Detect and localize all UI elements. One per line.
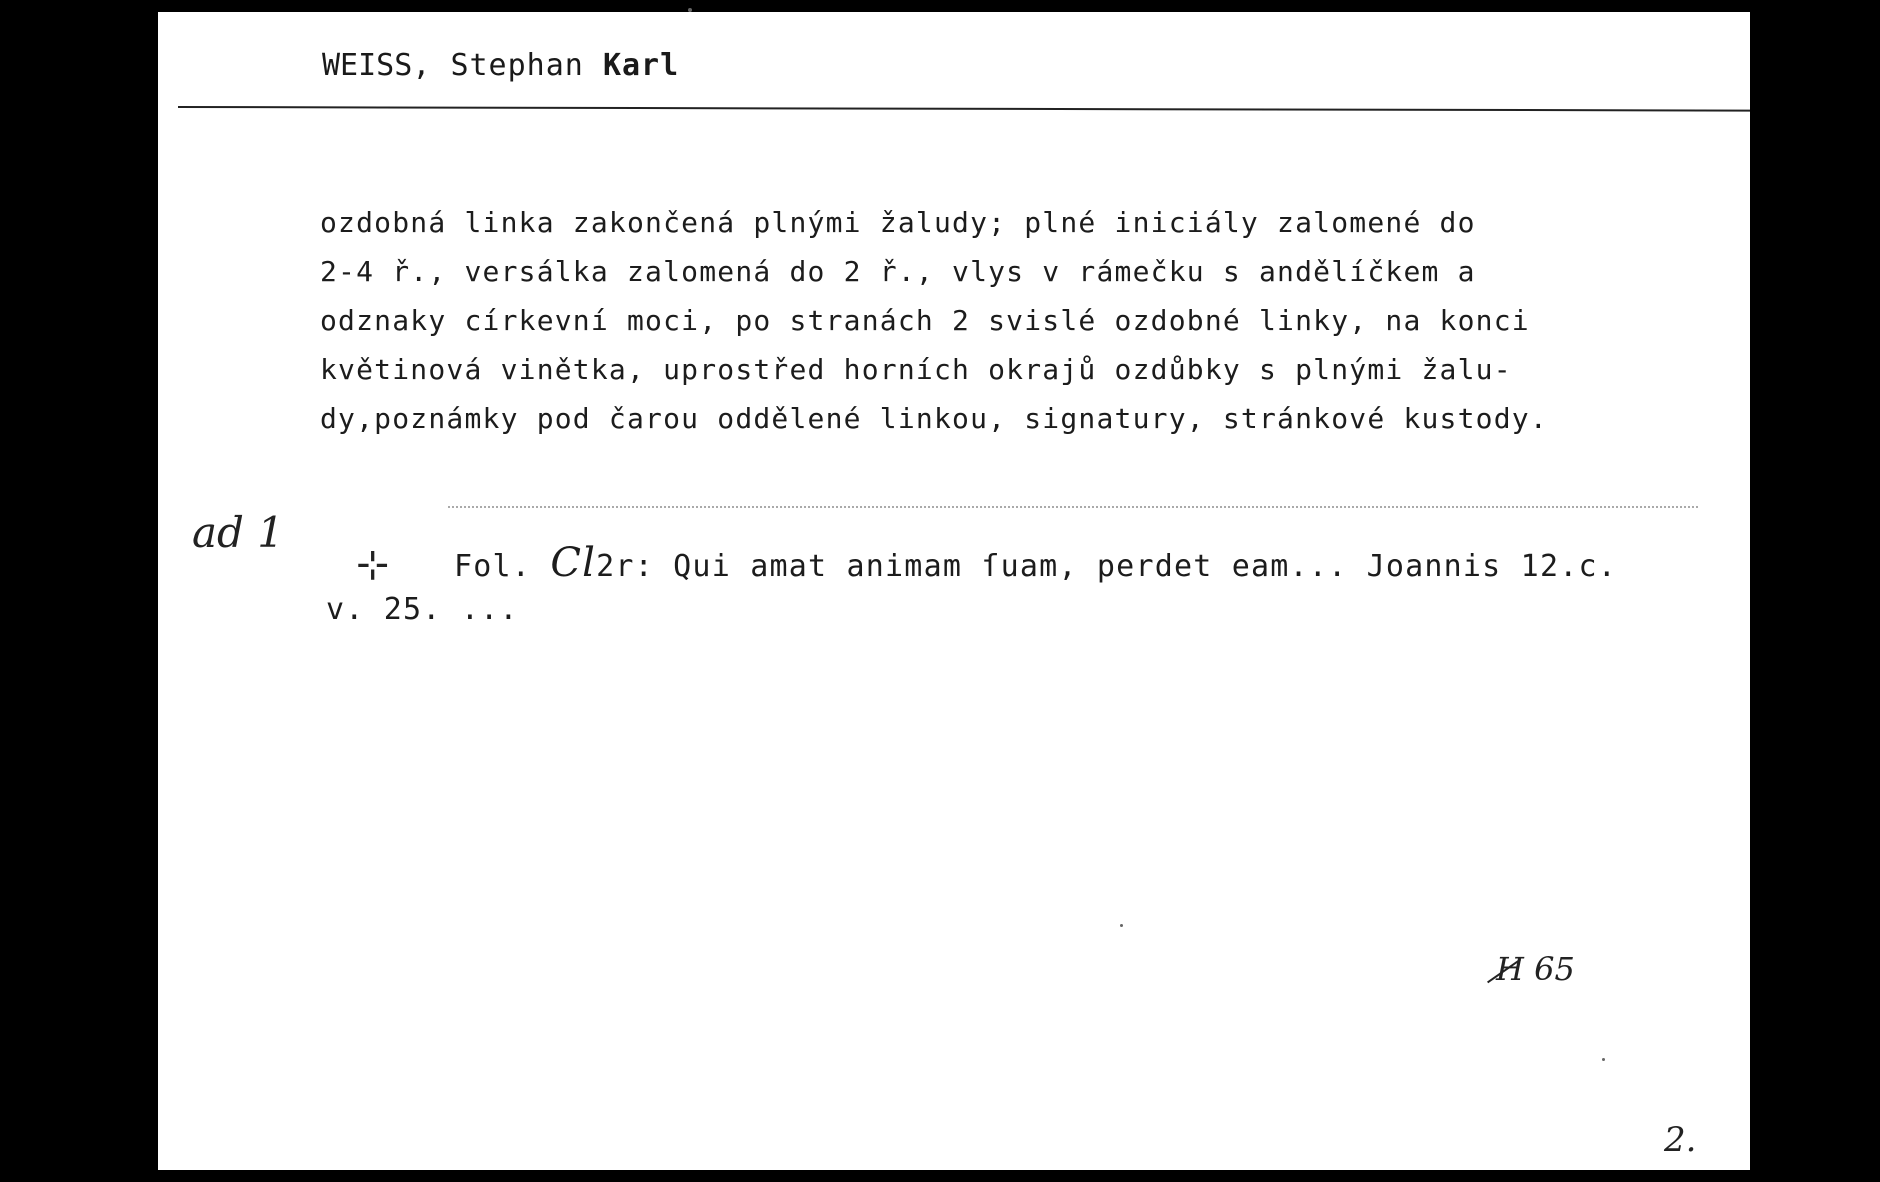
description-line: odznaky církevní moci, po stranách 2 svislé ozdobné linky, na konci (320, 304, 1530, 337)
description-line: dy,poznámky pod čarou oddělené linkou, signatury, stránkové kustody. (320, 402, 1548, 435)
header-divider (178, 106, 1750, 112)
card-number: 2. (1664, 1120, 1697, 1160)
handwritten-margin-note: ad 1 (192, 508, 284, 557)
author-surname: WEISS (322, 48, 413, 83)
folio-citation (454, 540, 1617, 586)
folio-prefix: Fol. (454, 549, 532, 584)
description-line: ozdobná linka zakončená plnými žaludy; plné iniciály zalomené do (320, 206, 1476, 239)
author-given-name: Stephan (450, 48, 584, 83)
name-separator: , (412, 48, 432, 83)
verse-reference: v. 25. ... (326, 592, 519, 627)
description-line: 2-4 ř., versálka zalomená do 2 ř., vlys v rámečku s andělíčkem a (320, 255, 1476, 288)
card-heading (322, 48, 679, 83)
speckle-mark (1120, 924, 1123, 927)
catalog-card (158, 12, 1750, 1170)
cross-icon: ⊹ (356, 542, 390, 588)
description-text (320, 198, 1700, 443)
folio-handwritten: Cl (550, 540, 597, 586)
description-line: květinová vinětka, uprostřed horních okrajů ozdůbky s plnými žalu- (320, 353, 1512, 386)
shelfmark-text: H 65 (1496, 950, 1575, 988)
folio-quote: 2r: Qui amat animam ſuam, perdet eam... Joannis 12.c. (596, 549, 1617, 584)
speckle-mark (1602, 1058, 1605, 1061)
section-divider (448, 506, 1698, 508)
shelfmark (1496, 950, 1575, 988)
author-second-name: Karl (602, 48, 680, 83)
speckle-mark (688, 8, 692, 12)
